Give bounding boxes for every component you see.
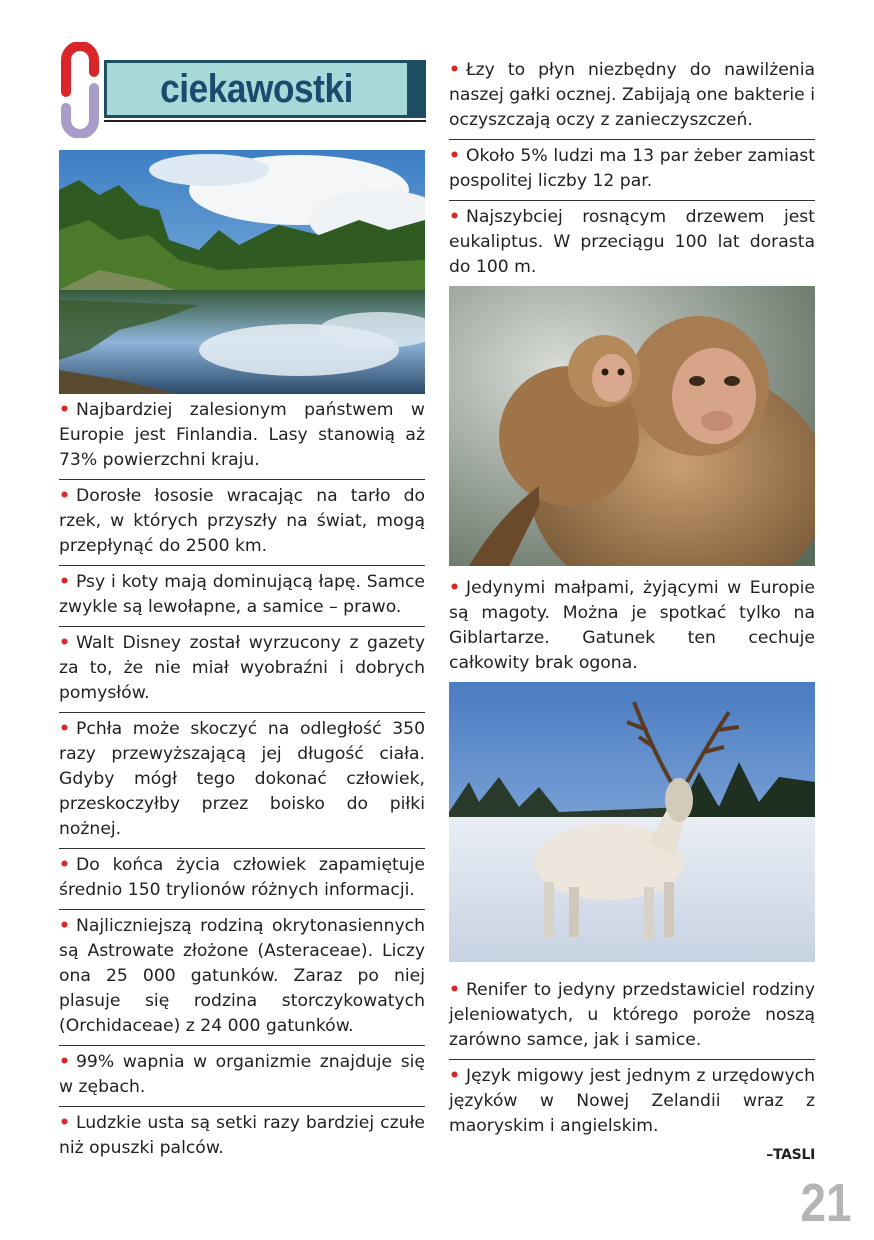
bullet-icon: •: [59, 916, 70, 936]
fact-item: • Najliczniejszą rodziną okrytonasiennych są Astrowate złożone (Asteraceae). Liczy ona 25 000 gatunków. Zaraz po niej plasuje się rodzina storczykowatych (Orchidaceae) z 24 000 gatunków.: [59, 910, 425, 1046]
bullet-icon: •: [59, 572, 70, 592]
fact-item: • Ludzkie usta są setki razy bardziej czułe niż opuszki palców.: [59, 1113, 425, 1158]
logo-icon: [56, 42, 104, 138]
bullet-icon: •: [59, 633, 70, 653]
fact-item: • Najbardziej zalesionym państwem w Europie jest Finlandia. Lasy stanowią aż 73% powierzchni kraju.: [59, 394, 425, 480]
section-title: ciekawostki: [160, 66, 354, 111]
macaque-photo: [449, 286, 815, 566]
lake-forest-photo: [59, 150, 425, 394]
bullet-icon: •: [449, 60, 460, 80]
bullet-icon: •: [449, 980, 460, 1000]
bullet-icon: •: [59, 855, 70, 875]
title-accent-bar: [410, 60, 426, 118]
right-column: [449, 54, 815, 1163]
bullet-icon: •: [59, 719, 70, 739]
fact-item: • Walt Disney został wyrzucony z gazety za to, że nie miał wyobraźni i dobrych pomysłów.: [59, 627, 425, 713]
fact-item: • 99% wapnia w organizmie znajduje się w zębach.: [59, 1046, 425, 1107]
bullet-icon: •: [449, 578, 460, 598]
bullet-icon: •: [59, 400, 70, 420]
author-signature: –TASLI: [766, 1147, 815, 1163]
fact-item: • Język migowy jest jednym z urzędowych języków w Nowej Zelandii wraz z maoryskim i angielskim.: [449, 1066, 815, 1136]
bullet-icon: •: [59, 1052, 70, 1072]
fact-item: • Do końca życia człowiek zapamiętuje średnio 150 trylionów różnych informacji.: [59, 849, 425, 910]
fact-item: • Najszybciej rosnącym drzewem jest eukaliptus. W przeciągu 100 lat dorasta do 100 m.: [449, 207, 815, 277]
bullet-icon: •: [59, 486, 70, 506]
fact-item: • Łzy to płyn niezbędny do nawilżenia naszej gałki ocznej. Zabijają one bakterie i oczyszczają oczy z zanieczyszczeń.: [449, 54, 815, 140]
fact-item: • Dorosłe łososie wracając na tarło do rzek, w których przyszły na świat, mogą przepłynąć do 2500 km.: [59, 480, 425, 566]
page-number: 21: [800, 1173, 852, 1233]
bullet-icon: •: [449, 1066, 460, 1086]
fact-item: • Psy i koty mają dominującą łapę. Samce zwykle są lewołapne, a samice – prawo.: [59, 566, 425, 627]
bullet-icon: •: [59, 1113, 70, 1133]
bullet-icon: •: [449, 146, 460, 166]
fact-item: • Około 5% ludzi ma 13 par żeber zamiast pospolitej liczby 12 par.: [449, 140, 815, 201]
fact-item: • Pchła może skoczyć na odległość 350 razy przewyższającą jej długość ciała. Gdyby mógł tego dokonać człowiek, przeskoczyłby przez boisko do piłki nożnej.: [59, 713, 425, 849]
fact-item: • Renifer to jedyny przedstawiciel rodziny jeleniowatych, u którego poroże noszą zarówno samce, jak i samice.: [449, 974, 815, 1060]
bullet-icon: •: [449, 207, 460, 227]
section-title-box: [104, 60, 410, 118]
fact-item: • Jedynymi małpami, żyjącymi w Europie są magoty. Można je spotkać tylko na Giblartarze. Gatunek ten cechuje całkowity brak ogona.: [449, 578, 815, 673]
reindeer-photo: [449, 682, 815, 962]
title-underline: [104, 120, 426, 122]
left-column: [59, 150, 425, 1167]
